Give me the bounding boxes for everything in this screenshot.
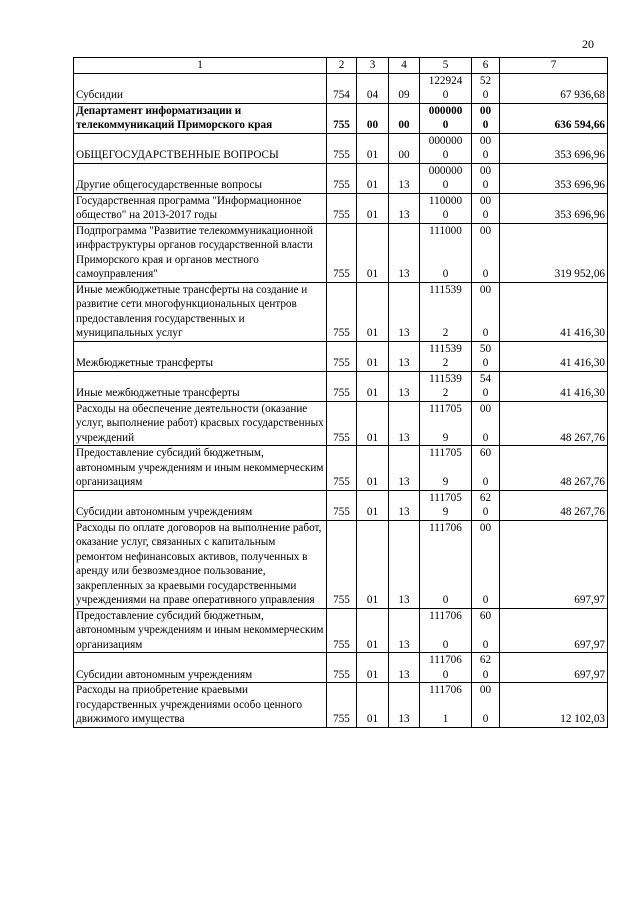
row-code-type: [472, 193, 500, 223]
row-amount: 697,97: [500, 608, 608, 653]
row-code-target-line2: 0: [442, 638, 449, 651]
row-code-admin: 755: [327, 133, 357, 163]
row-code-target-line2: 0: [442, 149, 449, 161]
row-code-target-line2: 2: [442, 387, 449, 399]
row-amount: 353 696,96: [500, 163, 608, 193]
row-amount: 41 416,30: [500, 282, 608, 341]
row-code-target-line1: 111000: [429, 224, 462, 237]
row-code-admin: 755: [327, 683, 357, 728]
column-header: 3: [357, 58, 389, 74]
table-row: [74, 401, 608, 446]
row-code-target-line2: 0: [442, 179, 449, 191]
row-code-type: [472, 653, 500, 683]
row-name: Предоставление субсидий бюджетным, автономным учреждениям и иным некоммерческим организациям: [74, 446, 327, 491]
row-code-target-line1: 000000: [428, 104, 463, 117]
row-code-type: [472, 282, 500, 341]
row-code-type-line2: 0: [482, 209, 489, 221]
row-code-target: [420, 341, 472, 371]
row-code-type-line1: 00: [479, 164, 492, 177]
row-code-type-line1: 00: [479, 104, 492, 117]
row-code-target: [420, 371, 472, 401]
row-amount: 12 102,03: [500, 683, 608, 728]
row-name: Межбюджетные трансферты: [74, 341, 327, 371]
row-code-target: [420, 683, 472, 728]
row-code-type-line2: 0: [482, 713, 489, 725]
row-code-admin: 755: [327, 163, 357, 193]
row-name: Другие общегосударственные вопросы: [74, 163, 327, 193]
row-code-target-line1: 111539: [429, 283, 462, 296]
table-row: [74, 163, 608, 193]
row-code-section: 01: [357, 490, 389, 520]
row-code-subsection: 13: [389, 371, 420, 401]
row-name: Субсидии: [74, 73, 327, 103]
row-code-type-line1: 62: [479, 491, 492, 504]
row-amount: 319 952,06: [500, 223, 608, 282]
row-code-section: 01: [357, 223, 389, 282]
row-code-target-line1: 111705: [429, 402, 462, 415]
row-code-section: 01: [357, 133, 389, 163]
row-code-type-line2: 0: [482, 268, 489, 280]
row-code-target: [420, 282, 472, 341]
row-code-target: [420, 520, 472, 608]
row-code-type-line1: 60: [479, 609, 492, 622]
row-code-type-line1: 60: [479, 447, 492, 459]
row-code-type-line1: 00: [479, 521, 492, 534]
row-code-type-line1: 00: [479, 194, 492, 207]
row-code-type-line2: 0: [482, 668, 489, 681]
row-code-subsection: 13: [389, 520, 420, 608]
row-name: Предоставление субсидий бюджетным, автономным учреждениям и иным некоммерческим организациям: [74, 608, 327, 653]
row-amount: 636 594,66: [500, 103, 608, 133]
row-name: Расходы на обеспечение деятельности (оказание услуг, выполнение работ) красвых государственных учреждений: [74, 401, 327, 446]
row-code-target-line1: 111705: [429, 447, 462, 459]
row-code-target-line1: 000000: [428, 164, 463, 177]
row-code-target-line2: 0: [442, 119, 449, 131]
row-amount: 41 416,30: [500, 371, 608, 401]
row-code-type-line2: 0: [482, 149, 489, 161]
row-code-target-line1: 111706: [429, 684, 462, 696]
row-code-target: [420, 490, 472, 520]
row-code-subsection: 13: [389, 223, 420, 282]
column-header: 1: [74, 58, 327, 74]
row-code-type-line1: 54: [479, 372, 492, 385]
row-code-target: [420, 446, 472, 491]
row-name: Расходы на приобретение краевыми государственных учреждениями особо ценного движимого имущества: [74, 683, 327, 728]
row-amount: 697,97: [500, 653, 608, 683]
row-code-type-line2: 0: [482, 476, 489, 488]
row-code-target: [420, 73, 472, 103]
row-code-type-line2: 0: [482, 431, 489, 444]
row-code-type-line2: 0: [482, 506, 489, 518]
row-code-type-line2: 0: [482, 387, 489, 399]
row-code-admin: 755: [327, 401, 357, 446]
row-code-target-line2: 0: [442, 209, 449, 221]
table-row: [74, 683, 608, 728]
row-code-section: 00: [357, 103, 389, 133]
table-row: [74, 193, 608, 223]
row-name: Расходы по оплате договоров на выполнение работ, оказание услуг, связанных с капитальным ремонтом нефинансовых активов, полученных в аренду или безвозмездное пользование, закрепленных за краевыми государственными учреждениями на праве оперативного управления: [74, 520, 327, 608]
row-code-type-line2: 0: [482, 327, 489, 339]
row-code-target-line1: 111539: [429, 372, 462, 385]
row-code-subsection: 13: [389, 608, 420, 653]
row-code-type-line2: 0: [482, 594, 489, 606]
row-code-admin: 755: [327, 193, 357, 223]
row-code-target-line2: 9: [442, 431, 449, 444]
row-code-admin: 755: [327, 446, 357, 491]
row-code-admin: 755: [327, 103, 357, 133]
row-code-section: 01: [357, 163, 389, 193]
row-code-target: [420, 653, 472, 683]
row-code-subsection: 13: [389, 282, 420, 341]
row-code-admin: 755: [327, 653, 357, 683]
table-row: [74, 73, 608, 103]
row-code-subsection: 13: [389, 163, 420, 193]
row-code-target: [420, 193, 472, 223]
row-code-target-line2: 0: [442, 89, 449, 101]
row-amount: 697,97: [500, 520, 608, 608]
column-header: 5: [420, 58, 472, 74]
row-code-admin: 754: [327, 73, 357, 103]
row-code-target-line1: 111539: [429, 342, 462, 355]
row-code-type-line2: 0: [482, 638, 489, 651]
row-name: Иные межбюджетные трансферты на создание и развитие сети многофункциональных центров предоставления государственных и муниципальных услуг: [74, 282, 327, 341]
row-code-admin: 755: [327, 608, 357, 653]
row-code-target-line2: 1: [442, 713, 449, 725]
row-code-target-line2: 9: [442, 476, 449, 488]
row-code-type-line1: 62: [479, 654, 492, 666]
column-header: 4: [389, 58, 420, 74]
row-code-admin: 755: [327, 490, 357, 520]
row-code-type: [472, 103, 500, 133]
row-code-subsection: 13: [389, 653, 420, 683]
row-amount: 353 696,96: [500, 133, 608, 163]
row-code-section: 01: [357, 401, 389, 446]
row-code-type: [472, 371, 500, 401]
row-amount: 48 267,76: [500, 446, 608, 491]
budget-table: [73, 57, 608, 728]
row-code-section: 01: [357, 683, 389, 728]
table-row: [74, 341, 608, 371]
row-code-target-line1: 111706: [429, 654, 462, 666]
row-code-type-line2: 0: [482, 179, 489, 191]
table-row: [74, 520, 608, 608]
table-row: [74, 371, 608, 401]
table-row: [74, 282, 608, 341]
row-name: Субсидии автономным учреждениям: [74, 490, 327, 520]
row-code-admin: 755: [327, 371, 357, 401]
row-code-section: 01: [357, 371, 389, 401]
row-code-type: [472, 446, 500, 491]
row-code-target: [420, 223, 472, 282]
row-code-section: 01: [357, 653, 389, 683]
table-row: [74, 446, 608, 491]
column-header: 7: [500, 58, 608, 74]
column-header: 6: [472, 58, 500, 74]
table-header-row: [74, 58, 608, 74]
row-code-type-line1: 00: [479, 224, 492, 237]
row-code-target-line1: 111706: [429, 609, 462, 622]
row-code-section: 01: [357, 341, 389, 371]
row-code-type-line1: 00: [479, 402, 492, 415]
row-code-type-line2: 0: [482, 89, 489, 101]
row-code-target-line2: 0: [442, 594, 449, 606]
row-code-target-line1: 122924: [428, 74, 463, 87]
row-code-target: [420, 401, 472, 446]
row-code-section: 01: [357, 282, 389, 341]
row-name: Государственная программа "Информационное общество" на 2013-2017 годы: [74, 193, 327, 223]
row-code-section: 04: [357, 73, 389, 103]
row-name: ОБЩЕГОСУДАРСТВЕННЫЕ ВОПРОСЫ: [74, 133, 327, 163]
table-row: [74, 223, 608, 282]
row-code-section: 01: [357, 446, 389, 491]
row-code-type: [472, 608, 500, 653]
row-code-section: 01: [357, 520, 389, 608]
row-name: Субсидии автономным учреждениям: [74, 653, 327, 683]
row-code-type: [472, 341, 500, 371]
row-code-type: [472, 490, 500, 520]
row-code-target-line2: 2: [442, 357, 449, 369]
row-code-admin: 755: [327, 520, 357, 608]
row-code-section: 01: [357, 193, 389, 223]
row-amount: 48 267,76: [500, 490, 608, 520]
page-number: 20: [582, 37, 594, 51]
row-code-target-line2: 0: [442, 268, 449, 280]
row-code-type: [472, 133, 500, 163]
row-code-subsection: 00: [389, 133, 420, 163]
row-code-target-line2: 0: [442, 668, 449, 681]
row-code-subsection: 13: [389, 401, 420, 446]
row-code-target-line1: 111706: [429, 521, 462, 534]
table-row: [74, 490, 608, 520]
row-code-type: [472, 401, 500, 446]
row-code-subsection: 13: [389, 341, 420, 371]
row-code-admin: 755: [327, 223, 357, 282]
row-code-target-line2: 9: [442, 506, 449, 518]
row-code-subsection: 13: [389, 446, 420, 491]
row-code-type: [472, 73, 500, 103]
row-amount: 41 416,30: [500, 341, 608, 371]
column-header: 2: [327, 58, 357, 74]
row-code-target-line1: 110000: [428, 194, 463, 207]
row-code-type-line1: 00: [479, 684, 492, 696]
row-code-type-line1: 00: [479, 283, 492, 296]
row-code-type-line1: 00: [479, 134, 492, 147]
row-code-target-line2: 2: [442, 327, 449, 339]
table-row: [74, 653, 608, 683]
row-code-admin: 755: [327, 341, 357, 371]
row-code-target: [420, 133, 472, 163]
row-name: Департамент информатизации и телекоммуникаций Приморского края: [74, 103, 327, 133]
row-code-target-line1: 000000: [428, 134, 463, 147]
row-code-type-line2: 0: [482, 119, 489, 131]
row-code-type: [472, 520, 500, 608]
row-code-type-line1: 52: [479, 74, 492, 87]
row-code-admin: 755: [327, 282, 357, 341]
row-code-subsection: 09: [389, 73, 420, 103]
row-code-subsection: 13: [389, 193, 420, 223]
row-code-subsection: 13: [389, 490, 420, 520]
row-code-subsection: 13: [389, 683, 420, 728]
table-row: [74, 608, 608, 653]
row-code-section: 01: [357, 608, 389, 653]
row-amount: 48 267,76: [500, 401, 608, 446]
row-code-subsection: 00: [389, 103, 420, 133]
row-name: Иные межбюджетные трансферты: [74, 371, 327, 401]
row-name: Подпрограмма "Развитие телекоммуникационной инфраструктуры органов государственной власти Приморского края и органов местного самоуправления": [74, 223, 327, 282]
row-code-type: [472, 163, 500, 193]
row-amount: 353 696,96: [500, 193, 608, 223]
table-row: [74, 103, 608, 133]
row-amount: 67 936,68: [500, 73, 608, 103]
row-code-type-line1: 50: [479, 342, 492, 355]
row-code-target-line1: 111705: [429, 491, 462, 504]
row-code-type-line2: 0: [482, 357, 489, 369]
row-code-type: [472, 223, 500, 282]
row-code-target: [420, 103, 472, 133]
row-code-target: [420, 608, 472, 653]
row-code-type: [472, 683, 500, 728]
table-row: [74, 133, 608, 163]
row-code-target: [420, 163, 472, 193]
